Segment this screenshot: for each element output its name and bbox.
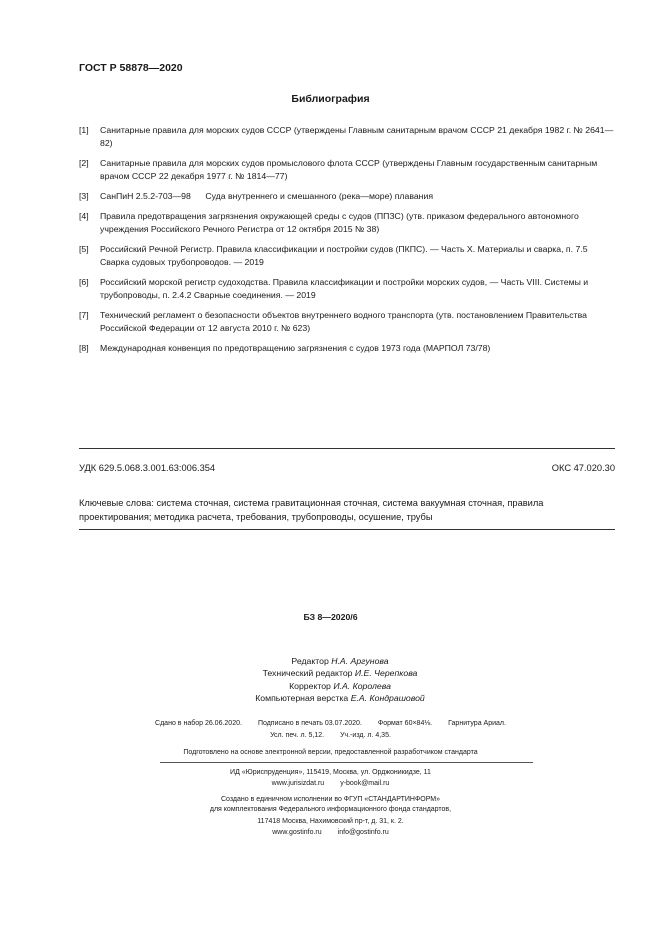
item-text: Санитарные правила для морских судов промыслового флота СССР (утверждены Главным государственным санитарным врачом СССР 22 декабря 1977 г. № 1814—77)	[100, 158, 598, 181]
bibliography-item	[79, 157, 616, 183]
credit-name: Е.А. Кондрашовой	[350, 692, 425, 703]
bibliography-title: Библиография	[291, 93, 370, 105]
item-text: Правила предотвращения загрязнения окружающей среды с судов (ППЗС) (утв. приказом федерального автономного учреждения Российского Речного Регистра от 12 октября 2015 № 38)	[100, 211, 579, 234]
credit-line	[200, 692, 480, 704]
publication-sheets: Уч.-изд. л. 4,35.	[340, 732, 391, 739]
keywords: Ключевые слова: система сточная, система гравитационная сточная, система вакуумная сточная, правила проектирования; методика расчета, требования, трубопроводы, осушение, трубы	[79, 498, 544, 522]
typeface: Гарнитура Ариал.	[448, 720, 506, 727]
item-number: [4]	[79, 211, 89, 221]
item-number: [5]	[79, 244, 89, 254]
item-number: [3]	[79, 191, 89, 201]
print-info-line1	[0, 719, 661, 729]
item-number: [8]	[79, 343, 89, 353]
item-text: Технический регламент о безопасности объектов внутреннего водного транспорта (утв. постановлением Правительства Российской Федерации от 12 августа 2010 г. № 623)	[100, 310, 587, 333]
publisher-email: y-book@mail.ru	[340, 780, 390, 787]
publisher-address: ИД «Юриспруденция», 115419, Москва, ул. Орджоникидзе, 11	[230, 769, 431, 776]
credit-line	[200, 667, 480, 679]
bibliography-item	[79, 309, 616, 335]
bibliography-list	[79, 124, 616, 362]
bibliography-item	[79, 124, 616, 150]
credit-role: Корректор	[289, 680, 331, 691]
divider-top	[79, 448, 615, 449]
imprint-divider	[160, 762, 533, 763]
item-text: Международная конвенция по предотвращению загрязнения с судов 1973 года (МАРПОЛ 73/78)	[100, 343, 491, 353]
creator-email: info@gostinfo.ru	[337, 829, 389, 836]
item-text: Российский морской регистр судоходства. Правила классификации и постройки морских судов, — Часть VIII. Системы и трубопроводы, п. 2.4.2 Сварные соединения. — 2019	[100, 277, 589, 300]
creator-line1: Создано в единичном исполнении во ФГУП «СТАНДАРТИНФОРМ»	[220, 796, 441, 803]
credit-role: Технический редактор	[262, 668, 353, 679]
publisher-contacts	[0, 779, 661, 789]
item-number: [1]	[79, 125, 89, 135]
bibliography-item	[79, 210, 616, 236]
credit-name: Н.А. Аргунова	[331, 656, 389, 666]
item-number: [7]	[79, 310, 89, 320]
bibliography-item	[79, 190, 616, 203]
credit-line	[200, 680, 480, 692]
credit-name: И.Е. Черепкова	[354, 668, 418, 679]
submitted-date: Сдано в набор 26.06.2020.	[155, 720, 242, 727]
signed-date: Подписано в печать 03.07.2020.	[257, 720, 362, 727]
creator-line2: для комплектования Федерального информационного фонда стандартов,	[209, 806, 452, 813]
item-text: Санитарные правила для морских судов СССР (утверждены Главным санитарным врачом СССР 21 декабря 1982 г. № 2641—82)	[100, 125, 614, 148]
credits	[200, 655, 480, 704]
credit-role: Редактор	[291, 656, 329, 666]
item-number: [2]	[79, 158, 89, 168]
item-number: [6]	[79, 277, 89, 287]
creator-address: 117418 Москва, Нахимовский пр-т, д. 31, к. 2.	[257, 818, 404, 825]
credit-line	[200, 655, 480, 667]
oks-code: ОКС 47.020.30	[551, 463, 615, 473]
bz-number: БЗ 8—2020/6	[303, 612, 358, 622]
publisher-website: www.jurisizdat.ru	[271, 780, 325, 787]
credit-role: Компьютерная верстка	[255, 692, 349, 703]
creator-website: www.gostinfo.ru	[272, 829, 322, 836]
creator-contacts	[0, 828, 661, 838]
paper-format: Формат 60×84⅛.	[377, 720, 433, 727]
bibliography-item	[79, 276, 616, 302]
print-sheets: Усл. печ. л. 5,12.	[270, 732, 325, 739]
divider-bottom	[79, 529, 615, 530]
bibliography-item	[79, 243, 616, 269]
prepared-note: Подготовлено на основе электронной версии, предоставленной разработчиком стандарта	[183, 749, 478, 756]
bibliography-item	[79, 342, 616, 355]
credit-name: И.А. Королева	[333, 680, 391, 691]
item-text: СанПиН 2.5.2-703—98 Суда внутреннего и смешанного (река—море) плавания	[100, 191, 434, 201]
udc-code: УДК 629.5.068.3.001.63:006.354	[79, 463, 216, 473]
print-info-line2	[0, 731, 661, 741]
standard-number: ГОСТ Р 58878—2020	[79, 62, 183, 74]
item-text: Российский Речной Регистр. Правила классификации и постройки судов (ПКПС). — Часть Х. Материалы и сварка, п. 7.5 Сварка судовых трубопроводов. — 2019	[100, 244, 588, 267]
